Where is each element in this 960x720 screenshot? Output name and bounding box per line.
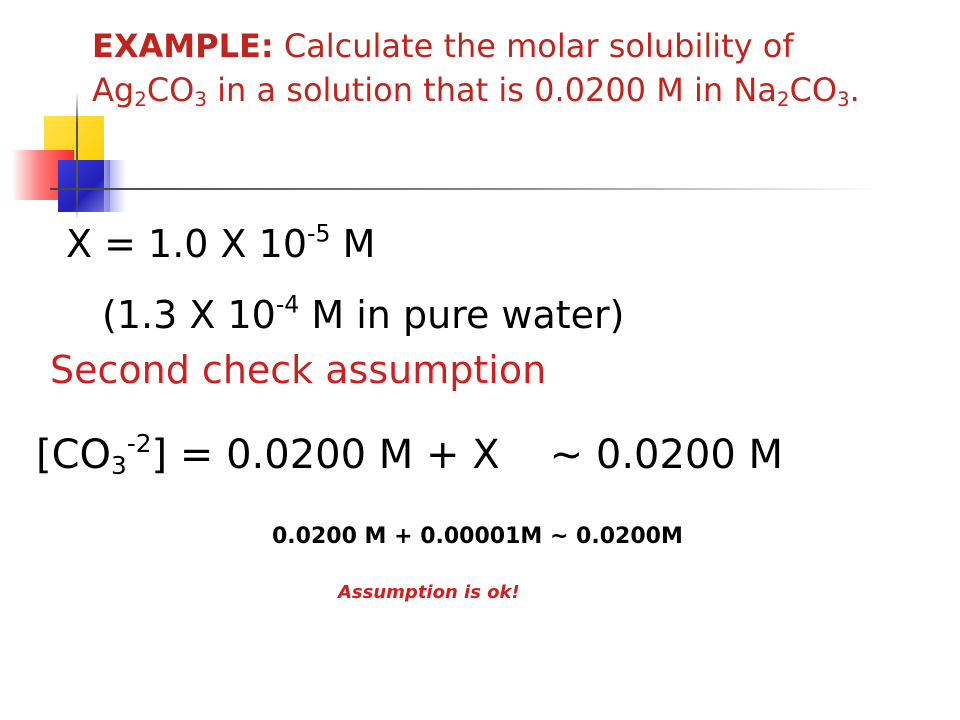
- conclusion-text: Assumption is ok!: [338, 582, 520, 603]
- title-text-5: .: [849, 71, 860, 109]
- x-result-suffix: M: [330, 222, 376, 266]
- title-text-1: Calculate the molar solubility of Ag: [92, 27, 794, 109]
- pure-water-exponent: -4: [275, 290, 300, 319]
- carbonate-open: [CO: [36, 432, 112, 478]
- carbonate-equation: [36, 428, 784, 481]
- slide-title: [92, 24, 912, 112]
- title-subscript-1: 2: [134, 87, 147, 111]
- x-result-prefix: X = 1.0 X 10: [66, 222, 308, 266]
- decor-vertical-line: [76, 92, 78, 220]
- title-subscript-4: 3: [837, 87, 850, 111]
- title-label: EXAMPLE:: [92, 27, 274, 65]
- calculation-line: 0.0200 M + 0.00001M ~ 0.0200M: [272, 524, 683, 549]
- carbonate-charge: -2: [126, 428, 152, 458]
- carbonate-rest: ] = 0.0200 M + X: [151, 432, 500, 478]
- pure-water-prefix: (1.3 X 10: [102, 293, 276, 337]
- title-subscript-2: 3: [194, 87, 207, 111]
- title-text-4: CO: [789, 71, 838, 109]
- carbonate-approx: ~ 0.0200 M: [549, 432, 784, 478]
- pure-water-line: [102, 290, 625, 337]
- x-result-line: [66, 219, 376, 266]
- decor-blue-square: [58, 160, 110, 212]
- title-text-2: CO: [146, 71, 195, 109]
- decor-blue-fade: [104, 160, 126, 212]
- title-subscript-3: 2: [776, 87, 790, 111]
- second-check-heading: Second check assumption: [50, 348, 547, 392]
- pure-water-suffix: M in pure water): [299, 293, 625, 337]
- title-divider-line: [50, 188, 880, 190]
- x-result-exponent: -5: [307, 219, 331, 248]
- title-text-3: in a solution that is 0.0200 M in Na: [206, 71, 777, 109]
- carbonate-subscript: 3: [111, 451, 127, 481]
